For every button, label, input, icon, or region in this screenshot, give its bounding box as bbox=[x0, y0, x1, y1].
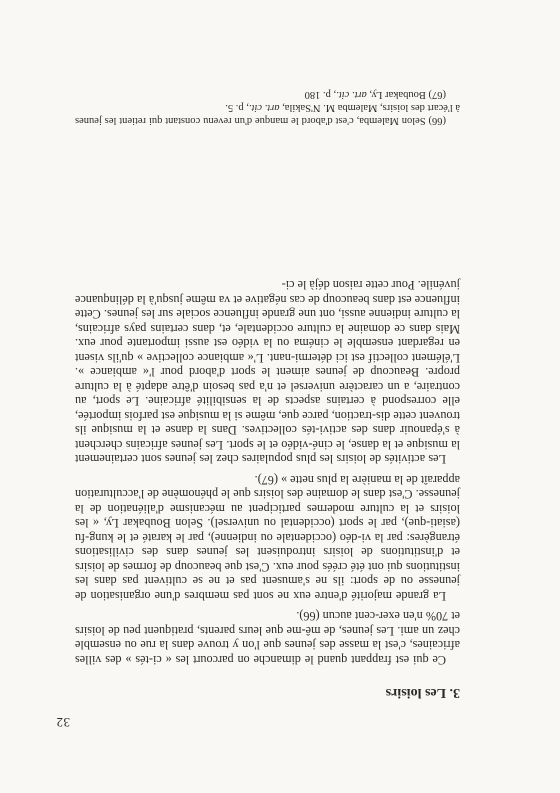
body-text-block bbox=[75, 272, 460, 701]
footnote-66 bbox=[75, 101, 460, 126]
paragraph-2: La grande majorité d'entre eux ne sont pas membres d'une organisation de jeunesse ou de sport: ils ne s'amusent pas et ne se cultivent pas dans les institutions qui ont été créés pour eux. C'est que beaucoup de formes de loisirs et d'institutions de loisirs introduisent les jeunes dans des civilisations étrangères: par la vi-déo (occidentale ou indienne), par le karaté et le kung-fu (asiati-que), par le sport (occidental ou universel). Selon Boubakar Ly, « les loisirs et la culture modernes participent au mécanisme d'aliénation de la jeunesse. C'est dans le domaine des loisirs que le phénomène de l'acculturation apparaît de la manière la plus nette » (67). bbox=[75, 473, 460, 603]
paragraph-3: Les activités de loisirs les plus populaires chez les jeunes sont certainement la musique et la danse, le ciné-vidéo et le sport. Les jeunes africains cherchent à s'épanouir dans des activi-tés collectives. Dans la danse et la musique ils trouvent cette dis-traction, parce que, même si la musique est parfois importée, elle correspond à certains aspects de la sensibilité africaine. Le sport, au contraire, a un caractère universel et n'a pas besoin d'être adapté à la culture propre. Beaucoup de jeunes aiment le sport d'abord pour l'« ambiance ». L'élément collectif est ici détermi-nant. L'« ambiance collective » qu'ils visent en regardant ensemble le cinéma ou la vidéo est aussi importante pour eux. Mais dans ce domaine la culture occidentale, et, dans certains pays africains, la culture indienne aussi, ont une grande influence sociale sur les jeunes. Cette influence est dans beaucoup de cas négative et va même jusqu'à la délinquance juvénile. Pour cette raison déjà le ci- bbox=[75, 278, 460, 467]
footnote-67-italic: art. cit. bbox=[336, 89, 367, 100]
footnote-66-tail: , p. 5. bbox=[225, 102, 249, 114]
page-number: 32 bbox=[56, 715, 70, 730]
footnote-66-italic: art. cit. bbox=[248, 102, 280, 114]
footnote-66-text: (66) Selon Malemba, c'est d'abord le manque d'un revenu constant qui retient les jeunes à l'écart des loisirs, Malemba M. N'Sakila, bbox=[75, 102, 460, 126]
section-title: 3. Les loisirs bbox=[385, 685, 460, 700]
footnote-67 bbox=[75, 88, 460, 101]
paragraph-1: Ce qui est frappant quand le dimanche on parcourt les « ci-tés » des villes africaines, c'est la masse des jeunes que l'on y trouve dans la rue ou ensemble chez un ami. Les jeunes, de mê-me que leurs parents, pratiquent peu de loisirs et 70% n'en exer-cent aucun (66). bbox=[75, 609, 460, 667]
footnote-67-text: (67) Boubakar Ly, bbox=[366, 89, 446, 100]
footnote-67-tail: , p. 180 bbox=[304, 89, 337, 100]
footnotes bbox=[75, 87, 460, 127]
